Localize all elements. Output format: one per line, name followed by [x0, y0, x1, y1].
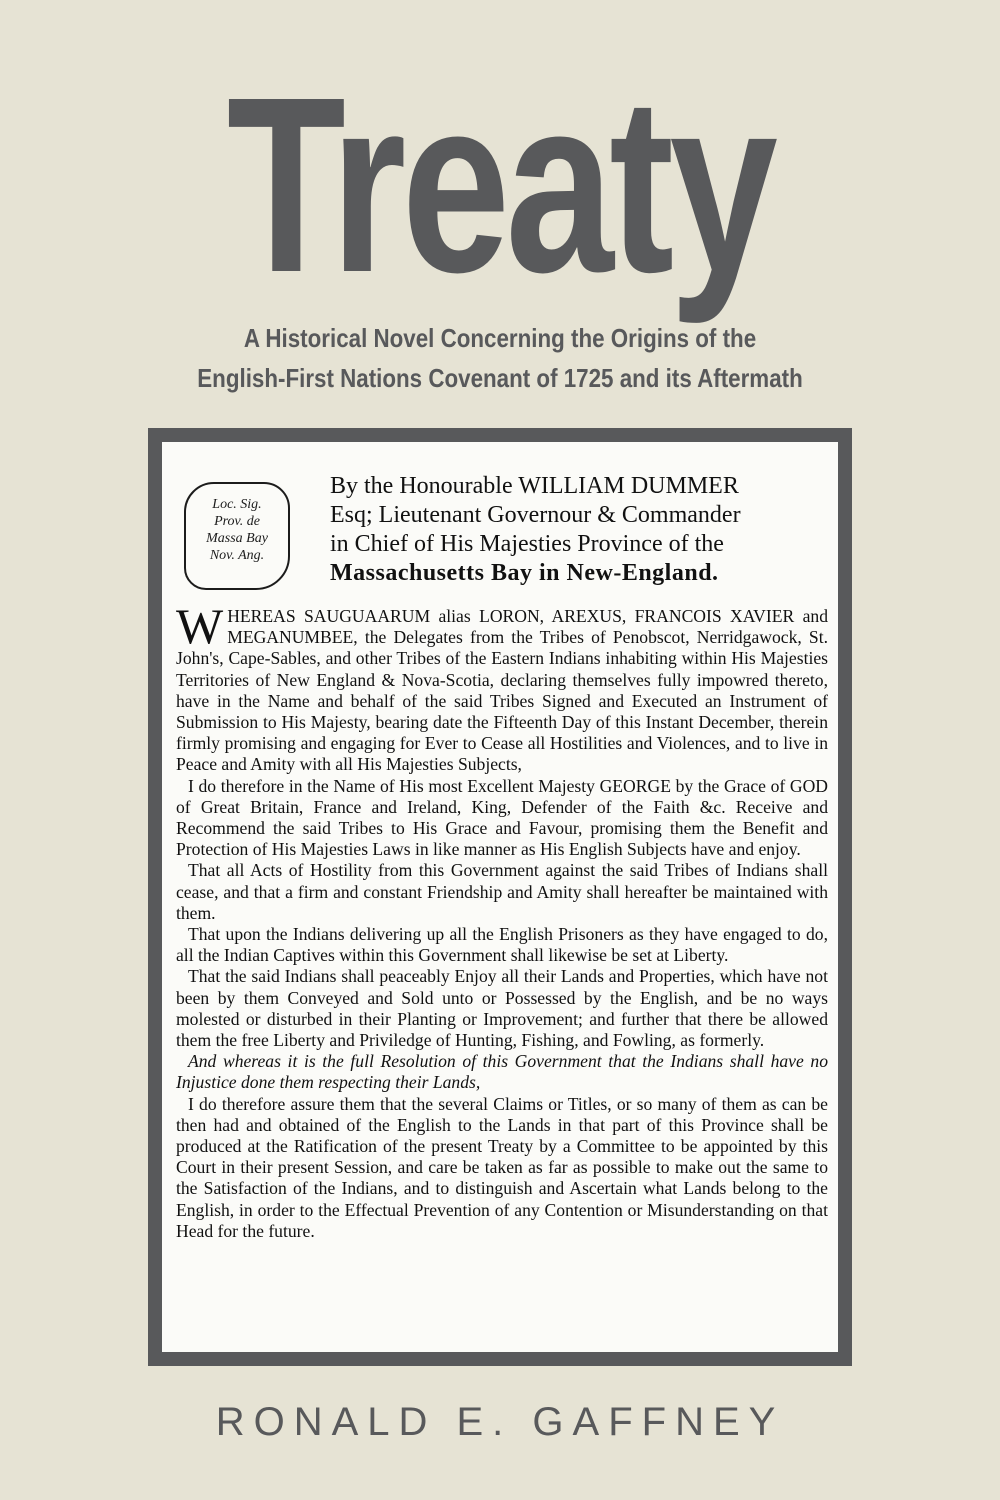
document-frame: [148, 428, 852, 1366]
heading-line: in Chief of His Majesties Province of the: [330, 531, 724, 557]
seal-line: Massa Bay: [206, 531, 268, 546]
seal-line: Loc. Sig.: [212, 497, 262, 512]
paragraph: I do therefore assure them that the several Claims or Titles, or so many of them as can be then had and obtained of the English to the Lands in that part of this Province shall be produced at the Ratification of the present Treaty by a Committee to be appointed by this Court in their present Session, and care be taken as far as possible to make out the same to the Satisfaction of the Indians, and to distinguish and Ascertain what Lands belong to the English, in order to the Effectual Prevention of any Contention or Misunderstanding on that Head for the future.: [176, 1093, 828, 1241]
treaty-proclamation-page: [162, 442, 838, 1352]
paragraph: That upon the Indians delivering up all the English Prisoners as they have engaged to do, all the Indian Captives within this Government shall likewise be set at Liberty.: [176, 924, 828, 966]
heading-line: Esq; Lieutenant Governour & Commander: [330, 502, 741, 528]
heading-line: Massachusetts Bay in New-England.: [330, 560, 719, 586]
seal-stamp: [184, 482, 290, 590]
paragraph: And whereas it is the full Resolution of this Government that the Indians shall have no Injustice done them respecting their Lands,: [176, 1051, 828, 1093]
seal-line: Prov. de: [214, 514, 260, 529]
subtitle-line-2: English-First Nations Covenant of 1725 and its Aftermath: [197, 363, 803, 393]
paragraph: I do therefore in the Name of His most Excellent Majesty GEORGE by the Grace of GOD of Great Britain, France and Ireland, King, Defender of the Faith &c. Receive and Recommend the said Tribes to His Grace and Favour, promising them the Benefit and Protection of His Majesties Laws in like manner as His English Subjects have and enjoy.: [176, 775, 828, 860]
book-subtitle: [0, 318, 1000, 398]
author-name: RONALD E. GAFFNEY: [215, 1400, 785, 1444]
subtitle-line-1: A Historical Novel Concerning the Origins of the: [243, 323, 757, 353]
proclamation-body: [176, 598, 828, 1242]
drop-cap: W: [176, 598, 224, 654]
paragraph: [176, 598, 828, 776]
heading-line: By the Honourable WILLIAM DUMMER: [330, 473, 739, 499]
paragraph-text: HEREAS SAUGUAARUM alias LORON, AREXUS, FRANCOIS XAVIER and MEGANUMBEE, the Delegates from the Tribes of Penobscot, Nerridgawock, St. John's, Cape-Sables, and other Tribes of the Eastern Indians inhabiting within His Majesties Territories of New England & Nova-Scotia, declaring themselves fully impowred thereto, have in the Name and behalf of the said Tribes Signed and Executed an Instrument of Submission to His Majesty, bearing date the Fifteenth Day of this Instant December, therein firmly promising and engaging for Ever to Cease all Hostilities and Violences, and to live in Peace and Amity with all His Majesties Subjects,: [176, 606, 828, 775]
seal-line: Nov. Ang.: [209, 548, 265, 563]
proclamation-heading: [330, 472, 830, 588]
paragraph: That all Acts of Hostility from this Government against the said Tribes of Indians shall cease, and that a firm and constant Friendship and Amity shall hereafter be maintained with them.: [176, 860, 828, 923]
paragraph: That the said Indians shall peaceably Enjoy all their Lands and Properties, which have not been by them Conveyed and Sold unto or Possessed by the English, and be no ways molested or disturbed in their Planting or Improvement; and further that there be allowed them the free Liberty and Priviledge of Hunting, Fishing, and Fowling, as formerly.: [176, 966, 828, 1051]
book-title: Treaty: [226, 45, 774, 324]
